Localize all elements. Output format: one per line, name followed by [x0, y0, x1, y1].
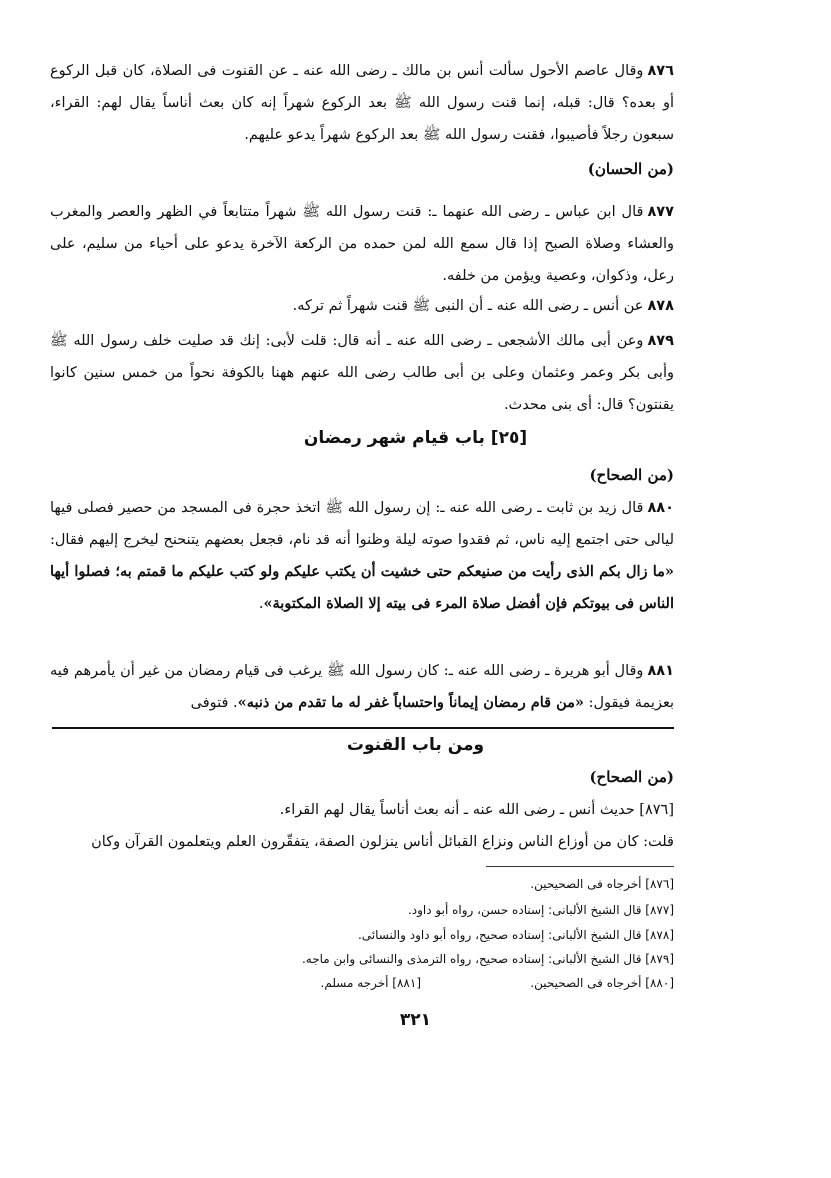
- footnote: [٨٧٦] أخرجاه فى الصحيحين.: [530, 877, 674, 891]
- hadith-number: ٨٨٠: [647, 500, 674, 516]
- footnote: [٨٧٨] قال الشيخ الألبانى: إسناده صحيح، رواه أبو داود والنسائى.: [357, 928, 674, 942]
- hadith-876: [50, 55, 674, 151]
- divider: [52, 727, 674, 729]
- footnote: [٨٧٧] قال الشيخ الألبانى: إسناده حسن، رواه أبو داود.: [407, 903, 674, 917]
- source-label-hassan: (من الحسان): [587, 160, 674, 178]
- footnote-divider: [486, 866, 674, 867]
- hadith-quote: «ما زال بكم الذى رأيت من صنيعكم حتى خشيت أن يكتب عليكم ولو كتب عليكم ما قمتم به؛ فصلوا أيها الناس فى بيوتكم فإن أفضل صلاة المرء فى بيته إلا الصلاة المكتوبة»: [50, 563, 674, 612]
- section-title: [٢٥] باب قيام شهر رمضان: [303, 428, 528, 448]
- hadith-tail: .: [258, 596, 264, 612]
- hadith-text: وعن أبى مالك الأشجعى ـ رضى الله عنه ـ أنه قال: قلت لأبى: إنك قد صليت خلف رسول الله ﷺ وأبى بكر وعمر وعثمان وعلى بن أبى طالب رضى الله عنهم ههنا بالكوفة نحواً من خمس سنين كانوا يقنتون؟ قال: أى بنى محدث.: [50, 333, 674, 413]
- hadith-number: ٨٧٦: [647, 63, 674, 79]
- source-label-sihah: (من الصحاح): [589, 466, 674, 484]
- commentary-text: قلت: كان من أوزاع الناس ونزاع القبائل أناس ينزلون الصفة، يتفقّرون العلم ويتعلمون القرآن وكان: [91, 834, 674, 850]
- hadith-881: [50, 655, 674, 719]
- footnote: [٨٨٠] أخرجاه فى الصحيحين.: [530, 976, 674, 990]
- hadith-text: وقال أبو هريرة ـ رضى الله عنه ـ: كان رسول الله ﷺ يرغب فى قيام رمضان من غير أن يأمرهم فيه بعزيمة فيقول:: [50, 663, 674, 711]
- hadith-number: ٨٧٨: [647, 298, 674, 314]
- hadith-number: ٨٨١: [647, 663, 674, 679]
- hadith-text: عن أنس ـ رضى الله عنه ـ أن النبى ﷺ قنت شهراً ثم تركه.: [292, 298, 644, 314]
- hadith-quote: «من قام رمضان إيماناً واحتساباً غفر له ما تقدم من ذنبه»: [237, 694, 584, 711]
- hadith-text: وقال عاصم الأحول سألت أنس بن مالك ـ رضى الله عنه ـ عن القنوت فى الصلاة، كان قبل الركوع أو بعده؟ قال: قبله، إنما قنت رسول الله ﷺ بعد الركوع شهراً إنه كان بعث أناساً يقال لهم: القراء، سبعون رجلاً فأصيبوا، فقنت رسول الله ﷺ بعد الركوع شهراً يدعو عليهم.: [50, 63, 674, 143]
- hadith-878: [50, 290, 674, 322]
- footnote: [٨٨١] أخرجه مسلم.: [320, 976, 421, 990]
- hadith-text: قال زيد بن ثابت ـ رضى الله عنه ـ: إن رسول الله ﷺ اتخذ حجرة فى المسجد من حصير فصلى فيها ليالى حتى اجتمع إليه ناس، ثم فقدوا صوته ليلة وظنوا أنه قد نام، فجعل بعضهم يتنحنح ليخرج إليهم فقال:: [50, 500, 674, 548]
- commentary-ref: [٨٧٦] حديث أنس ـ رضى الله عنه ـ أنه بعث أناساً يقال لهم القراء.: [279, 802, 674, 818]
- hadith-880: [50, 492, 674, 620]
- subsection-title: ومن باب القنوت: [346, 735, 485, 755]
- hadith-877: [50, 196, 674, 292]
- hadith-tail: . فتوفى: [190, 695, 238, 711]
- hadith-text: قال ابن عباس ـ رضى الله عنهما ـ: قنت رسول الله ﷺ شهراً متتابعاً في الظهر والعصر والمغرب والعشاء وصلاة الصبح إذا قال سمع الله لمن حمده من الركعة الآخرة يدعو على أحياء من سليم، على رعل، وذكوان، وعصية ويؤمن من خلفه.: [50, 204, 674, 284]
- hadith-number: ٨٧٧: [647, 204, 674, 220]
- hadith-number: ٨٧٩: [647, 333, 674, 349]
- source-label-sihah: (من الصحاح): [589, 768, 674, 786]
- page-number: ٣٢١: [399, 1010, 432, 1030]
- footnote: [٨٧٩] قال الشيخ الألبانى: إسناده صحيح، رواه الترمذى والنسائى وابن ماجه.: [301, 952, 674, 966]
- hadith-879: [50, 325, 674, 421]
